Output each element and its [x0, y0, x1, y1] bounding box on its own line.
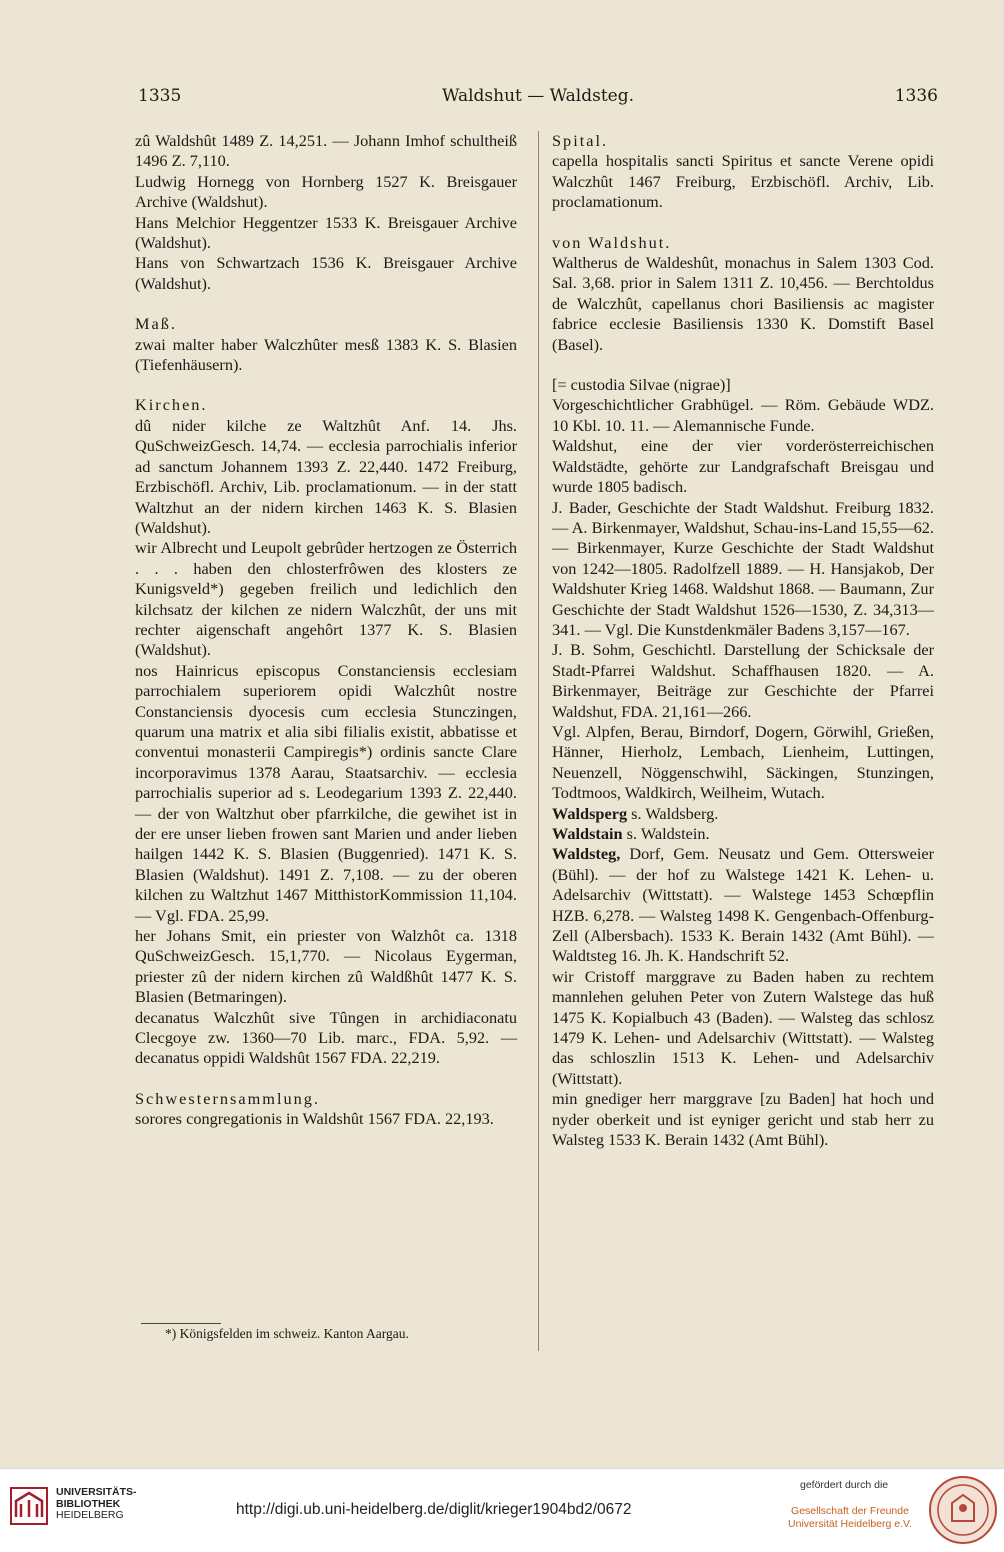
entry-waldsteg — [552, 844, 934, 966]
paragraph: Waldshut, eine der vier vorderösterreichischen Waldstädte, gehörte zur Landgrafschaft Breisgau und wurde 1805 badisch. — [552, 436, 934, 497]
paragraph: wir Cristoff marggrave zu Baden haben zu rechtem mannlehen geluhen Peter von Zutern Walstege das huß 1475 K. Kopialbuch 43 (Baden). — Walsteg das schlosz 1479 K. Lehen- und Adelsarchiv (Wittstatt). — Walsteg das schloszlin 1513 K. Lehen- und Adelsarchiv (Wittstatt). — [552, 966, 934, 1088]
sponsor-name: Gesellschaft der Freunde Universität Heidelberg e.V. — [788, 1505, 912, 1530]
entry-text: s. Waldsberg. — [627, 803, 719, 823]
footnote: *) Königsfelden im schweiz. Kanton Aargau. — [165, 1326, 409, 1341]
paragraph: capella hospitalis sancti Spiritus et sancte Verene opidi Walczhût 1467 Freiburg, Erzbischöfl. Archiv, Lib. proclamationum. — [552, 151, 934, 212]
paragraph: [= custodia Silvae (nigrae)] — [552, 375, 731, 395]
entry-text: Dorf, Gem. Neusatz und Gem. Ottersweier (Bühl). — der hof zu Walstege 1421 K. Lehen- u. Adelsarchiv (Wittstatt). — Walstege 1453 Schœpflin HZB. 6,278. — Walsteg 1498 K. Gengenbach-Offenburg-Zell (Albersbach). 1533 K. Berain 1432 (Amt Bühl). — Waldtsteg 16. Jh. K. Handschrift 52. — [552, 844, 934, 966]
section-heading-mass: Maß. — [135, 314, 177, 334]
page-number-left: 1335 — [138, 86, 182, 106]
section-heading-von-waldshut: von Waldshut. — [552, 232, 672, 252]
paragraph: sorores congregationis in Waldshût 1567 FDA. 22,193. — [135, 1109, 494, 1129]
section-heading-kirchen: Kirchen. — [135, 395, 208, 415]
right-column — [552, 131, 934, 1151]
entry-text: s. Waldstein. — [622, 824, 710, 843]
paragraph: decanatus Walczhût sive Tûngen in archidiaconatu Clecgoye zw. 1360—70 Lib. marc., FDA. 5,92. — decanatus oppidi Waldshût 1567 FDA. 22,219. — [135, 1007, 517, 1068]
entry-headword: Waldsperg — [552, 803, 628, 823]
paragraph: min gnediger herr marggrave [zu Baden] hat hoch und nyder oberkeit und ist eyniger gericht und stab herr zu Walsteg 1533 K. Berain 1432 (Amt Bühl). — [552, 1089, 934, 1150]
entry-waldsperg — [552, 804, 934, 824]
entry-headword: Waldstain — [552, 824, 623, 843]
viewer-footer — [0, 1468, 1004, 1552]
left-column — [135, 131, 517, 1130]
permalink-url[interactable]: http://digi.ub.uni-heidelberg.de/diglit/krieger1904bd2/0672 — [236, 1501, 632, 1518]
running-title: Waldshut — Waldsteg. — [441, 86, 635, 106]
paragraph: nos Hainricus episcopus Constanciensis ecclesiam parrochialem superiorem opidi Walczhût nostre Constanciensis dyocesis cum ecclesia Stunczingen, quarum una matrix et alia sibi filialis existit, abbatisse et conventui monasterii Campiregis*) ordinis sancte Clare incorporavimus 1378 Aarau, Staatsarchiv. — ecclesia parrochialis superior ad s. Leodegarium 1393 Z. 22,440. — der von Waltzhut ober pfarrkilche, die gewihet ist in der ere unser lieben frowen sant Marien und ander lieben hailgen 1442 K. S. Blasien (Buggenried). 1471 K. S. Blasien (Waldshut). 1491 Z. 7,108. — zu der oberen kilchen zu Waltzhut 1467 MitthistorKommission 11,104. — Vgl. FDA. 25,99. — [135, 660, 517, 925]
paragraph: wir Albrecht und Leupolt gebrûder hertzogen ze Österrich . . . haben den chlosterfrôwen des klosters ze Kunigsveld*) gegeben freilich und ledichlich den kilchsatz der kilchen ze nidern Walczhût, der uns mit rechter aigenschaft angehôrt 1377 K. S. Blasien (Waldshut). — [135, 538, 517, 660]
paragraph: dû nider kilche ze Waltzhût Anf. 14. Jhs. QuSchweizGesch. 14,74. — ecclesia parrochialis inferior ad sanctum Johannem 1393 Z. 22,440. 1472 Freiburg, Erzbischöfl. Archiv, Lib. proclamationum. — in der statt Waltzhut an der nidern kirchen 1463 K. S. Blasien (Waldshut). — [135, 415, 517, 537]
paragraph: J. B. Sohm, Geschichtl. Darstellung der Schicksale der Stadt-Pfarrei Waldshut. Schaffhausen 1820. — A. Birkenmayer, Beiträge zur Geschichte der Pfarrei Waldshut, FDA. 21,161—266. — [552, 640, 934, 721]
university-seal-icon — [928, 1475, 998, 1545]
page-number-right: 1336 — [894, 86, 938, 106]
paragraph: zwai malter haber Walczhûter mesß 1383 K. S. Blasien (Tiefenhäusern). — [135, 334, 517, 375]
paragraph: Hans von Schwartzach 1536 K. Breisgauer Archive (Waldshut). — [135, 253, 517, 293]
section-heading-spital: Spital. — [552, 131, 609, 150]
entry-waldstain — [552, 824, 934, 844]
paragraph: zû Waldshût 1489 Z. 14,251. — Johann Imhof schultheiß 1496 Z. 7,110. — [135, 131, 517, 171]
paragraph: J. Bader, Geschichte der Stadt Waldshut. Freiburg 1832. — A. Birkenmayer, Waldshut, Schau-ins-Land 15,55—62. — Birkenmayer, Kurze Geschichte der Stadt Waldshut von 1242—1805. Radolfzell 1889. — H. Hansjakob, Der Waldshuter Krieg 1468. Waldshut 1868. — Baumann, Zur Geschichte der Stadt Waldshut 1526—1530, Z. 34,313—341. — Vgl. Die Kunstdenkmäler Badens 3,157—167. — [552, 497, 934, 639]
university-library-logo-icon — [10, 1487, 48, 1525]
paragraph: Vgl. Alpfen, Berau, Birndorf, Dogern, Görwihl, Grießen, Hänner, Hierholz, Lembach, Lienheim, Luttingen, Neuenzell, Nöggenschwihl, Säckingen, Stunzingen, Todtmoos, Waldkirch, Weilheim, Wutach. — [552, 721, 934, 803]
section-heading-schwesternsammlung: Schwesternsammlung. — [135, 1088, 320, 1108]
paragraph: her Johans Smit, ein priester von Walzhôt ca. 1318 QuSchweizGesch. 15,1,770. — Nicolaus Eygerman, priester zû der nidern kirchen zû Waldßhût 1477 K. S. Blasien (Betmaringen). — [135, 926, 517, 1007]
paragraph: Vorgeschichtlicher Grabhügel. — Röm. Gebäude WDZ. 10 Kbl. 10. 11. — Alemannische Funde. — [552, 395, 934, 435]
university-library-name: UNIVERSITÄTS- BIBLIOTHEK HEIDELBERG — [56, 1486, 137, 1521]
page-header — [138, 86, 938, 110]
footnote-rule — [141, 1323, 221, 1324]
funded-by-label: gefördert durch die — [800, 1479, 889, 1491]
entry-headword: Waldsteg, — [552, 844, 621, 864]
column-divider — [538, 131, 539, 1351]
paragraph: Hans Melchior Heggentzer 1533 K. Breisgauer Archive (Waldshut). — [135, 212, 517, 253]
paragraph: Ludwig Hornegg von Hornberg 1527 K. Breisgauer Archive (Waldshut). — [135, 171, 517, 212]
paragraph: Waltherus de Waldeshût, monachus in Salem 1303 Cod. Sal. 3,68. prior in Salem 1311 Z. 10,456. — Berchtoldus de Walczhût, capellanus chori Basiliensis ac magister fabrice ecclesie Basiliensis 1330 K. Domstift Basel (Basel). — [552, 253, 934, 354]
